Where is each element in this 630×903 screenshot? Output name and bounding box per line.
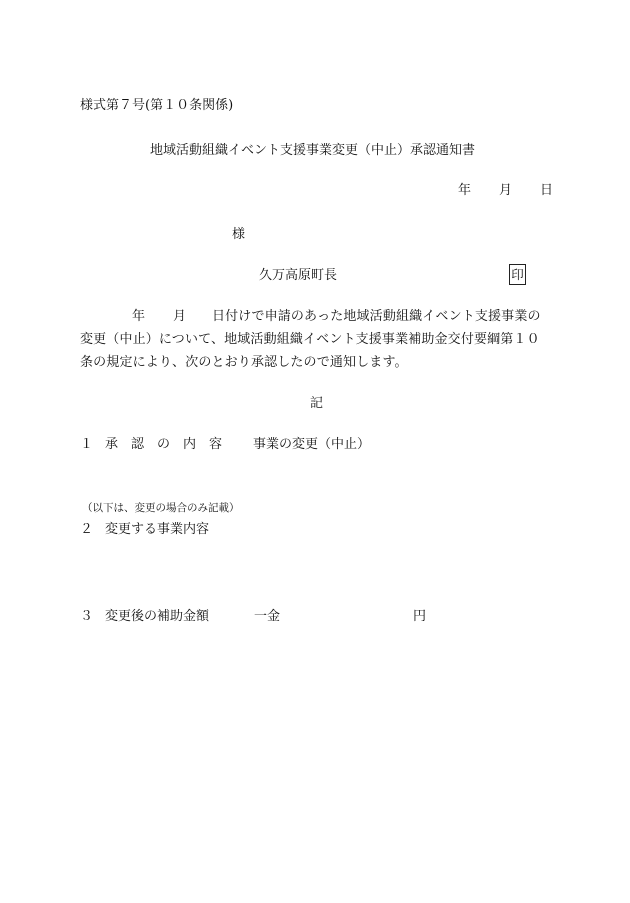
item1-label: 承 認 の 内 容	[105, 437, 223, 452]
body-month-label: 月	[173, 309, 187, 324]
recipient-suffix: 様	[232, 227, 246, 242]
item1-number: １	[80, 437, 94, 452]
body-line-1: 日付けで申請のあった地域活動組織イベント支援事業の	[212, 309, 541, 324]
date-day-label: 日	[540, 183, 554, 198]
item3-unit: 円	[413, 609, 427, 624]
item3-prefix: 一金	[254, 609, 281, 624]
date-month-label: 月	[499, 183, 513, 198]
body-year-label: 年	[132, 309, 146, 324]
body-line-3: 条の規定により、次のとおり承認したので通知します。	[80, 355, 408, 370]
date-year-label: 年	[458, 183, 472, 198]
item1-value: 事業の変更（中止）	[253, 437, 371, 452]
issuer-name: 久万高原町長	[259, 268, 338, 283]
document-title: 地域活動組織イベント支援事業変更（中止）承認通知書	[150, 143, 476, 158]
seal-mark: 印	[509, 264, 526, 285]
item2-label: 変更する事業内容	[105, 522, 210, 537]
item3-number: ３	[80, 609, 94, 624]
form-number: 様式第７号(第１０条関係)	[80, 98, 234, 113]
note-text: （以下は、変更の場合のみ記載）	[82, 502, 240, 514]
ki-heading: 記	[310, 396, 324, 411]
item2-number: ２	[80, 522, 94, 537]
item3-label: 変更後の補助金額	[105, 609, 210, 624]
body-line-2: 変更（中止）について、地域活動組織イベント支援事業補助金交付要綱第１０	[80, 332, 540, 347]
